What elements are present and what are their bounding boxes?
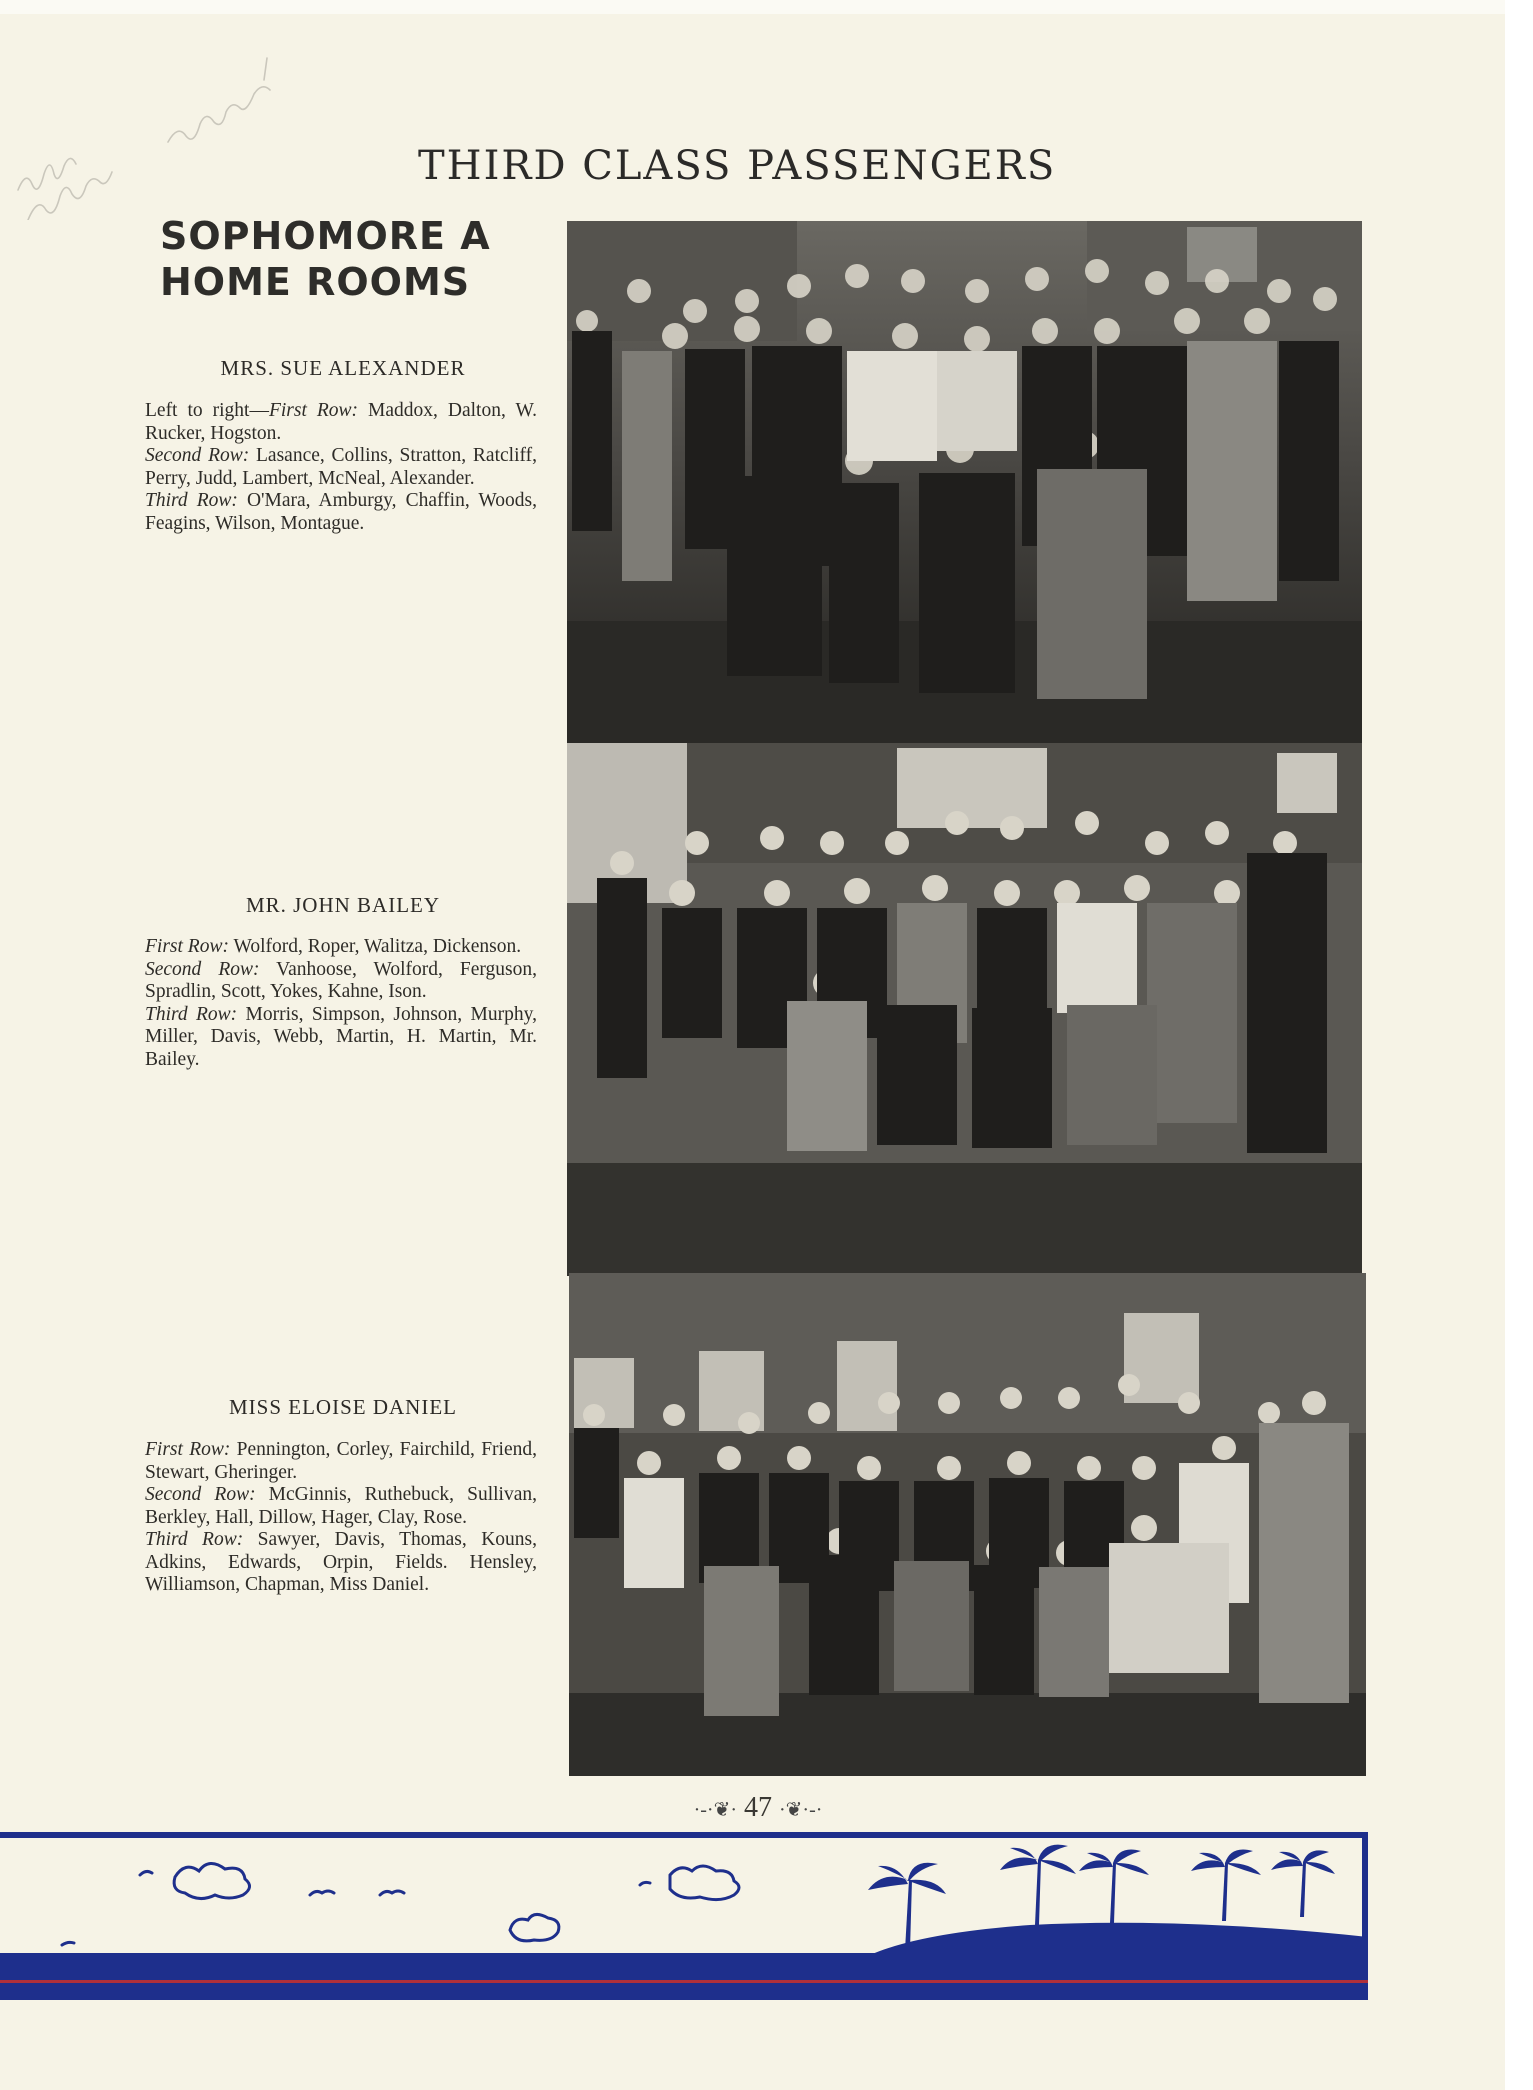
row-names: Maddox, Dalton, W. Rucker, Hogston. [145,400,537,444]
row-label: Second Row: [145,1484,256,1505]
pencil-scribble-marks [8,30,348,220]
caption-bailey [145,936,537,1071]
section-title [160,213,560,305]
ornament-left-icon: ·-·❦· [693,1799,737,1821]
ornament-right-icon: ·❦·-· [779,1799,823,1821]
section-title-line-2: HOME ROOMS [160,260,471,304]
teacher-name-bailey: MR. JOHN BAILEY [245,893,441,917]
row-label: Second Row: [145,958,260,980]
caption-row [145,1529,537,1597]
page-number [688,1792,828,1824]
row-names: Pennington, Corley, Fairchild, Friend, Stewart, Gheringer. [145,1439,537,1483]
row-label: First Row: [145,936,229,957]
caption-row [145,1484,537,1529]
group-photo-alexander [567,221,1362,744]
teacher-name-daniel: MISS ELOISE DANIEL [229,1395,457,1419]
caption-row [145,1439,537,1484]
row-label: Third Row: [145,490,238,511]
caption-alexander [145,400,537,535]
caption-row [145,936,537,959]
group-photo-bailey [567,743,1362,1276]
row-names: Sawyer, Davis, Thomas, Kouns, Adkins, Edwards, Orpin, Fields. Hensley, Williamson, Chapman, Miss Daniel. [145,1529,537,1595]
row-label: Third Row: [145,1003,238,1025]
row-lead: Left to right— [145,400,269,421]
teacher-name-alexander: MRS. SUE ALEXANDER [220,356,466,380]
row-names: Morris, Simpson, Johnson, Murphy, Miller, Davis, Webb, Martin, H. Martin, Mr. Bailey. [145,1003,537,1070]
page-top-edge [0,0,1533,14]
row-label: First Row: [145,1439,231,1460]
row-names: Vanhoose, Wolford, Ferguson, Spradlin, Scott, Yokes, Kahne, Ison. [145,958,537,1002]
page-header-title: THIRD CLASS PASSENGERS [418,143,1057,189]
row-names: Wolford, Roper, Walitza, Dickenson. [228,936,522,957]
caption-daniel [145,1439,537,1597]
caption-row [145,400,537,445]
group-photo-daniel [569,1273,1366,1776]
page-number-text: 47 [744,1792,772,1823]
section-title-line-1: SOPHOMORE A [160,214,491,258]
caption-row [145,959,537,1004]
row-label: Second Row: [145,445,250,466]
row-label: Third Row: [145,1529,244,1550]
caption-row [145,445,537,490]
row-names: O'Mara, Amburgy, Chaffin, Woods, Feagins, Wilson, Montague. [145,490,537,534]
row-label: First Row: [268,400,359,421]
row-names: McGinnis, Ruthebuck, Sullivan, Berkley, Hall, Dillow, Hager, Clay, Rose. [145,1484,537,1528]
page-right-edge [1505,0,1533,2090]
footer-beach-illustration [0,1825,1370,2000]
caption-row [145,1004,537,1072]
caption-row [145,490,537,535]
row-names: Lasance, Collins, Stratton, Ratcliff, Perry, Judd, Lambert, McNeal, Alexander. [145,445,537,489]
